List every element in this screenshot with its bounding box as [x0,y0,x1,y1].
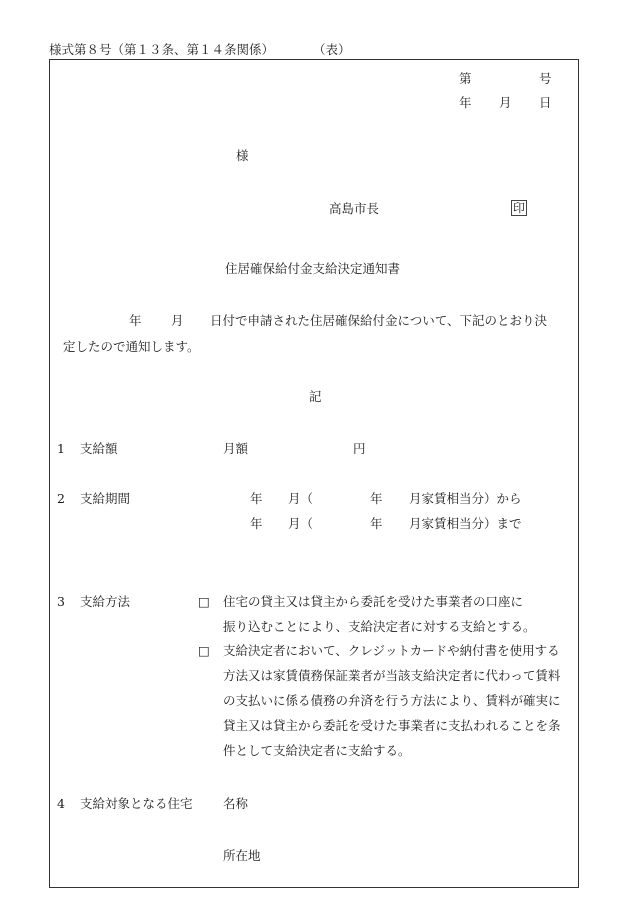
period-from-month: 月（ [288,491,314,506]
option2-line: 件として支給決定者に支給する。 [223,743,411,758]
doc-number-prefix: 第 [459,71,472,86]
ki-marker: 記 [309,389,322,404]
item3-number: 3 [57,594,65,609]
option1-checkbox[interactable]: □ [198,594,210,609]
period-to-month: 月（ [288,516,314,531]
item4-number: 4 [57,796,65,811]
item1-number: 1 [57,441,65,456]
item2-label: 支給期間 [80,491,131,506]
intro-line1: 日付で申請された住居確保給付金について、下記のとおり決 [210,313,548,328]
issuer-seal [511,200,527,216]
item1-monthly-label: 月額 [223,441,249,456]
document-title: 住居確保給付金支給決定通知書 [225,261,401,276]
period-to-rent: 月家賃相当分）まで [409,516,522,531]
doc-date-year: 年 [459,95,472,110]
doc-date-day: 日 [539,95,552,110]
form-number: 様式第８号（第１３条、第１４条関係） [49,42,275,57]
item1-yen: 円 [353,441,366,456]
document-frame [49,59,579,888]
intro-year: 年 [129,313,142,328]
period-from-rent: 月家賃相当分）から [409,491,522,506]
option1-line: 住宅の貸主又は貸主から委託を受けた事業者の口座に [223,594,524,609]
option2-checkbox[interactable]: □ [198,643,210,658]
option1-line: 振り込むことにより、支給決定者に対する支給とする。 [223,619,536,634]
form-side-label: （表） [313,42,351,57]
doc-number-suffix: 号 [539,71,552,86]
period-from-rent-year: 年 [370,491,383,506]
option2-line: 支給決定者において、クレジットカードや納付書を使用する [223,643,560,658]
period-to-year: 年 [250,516,263,531]
option2-line: の支払いに係る債務の弁済を行う方法により、賃料が確実に [223,693,561,708]
item1-label: 支給額 [80,441,118,456]
intro-line2: 定したので通知します。 [63,339,200,354]
seal-mark: 印 [513,201,526,215]
housing-name-label: 名称 [223,796,249,811]
item3-label: 支給方法 [80,594,131,609]
item4-label: 支給対象となる住宅 [80,796,193,811]
period-to-rent-year: 年 [370,516,383,531]
issuer-name: 高島市長 [329,201,380,216]
option2-line: 方法又は家賃債務保証業者が当該支給決定者に代わって賃料 [223,668,561,683]
period-from-year: 年 [250,491,263,506]
item2-number: 2 [57,491,65,506]
intro-month: 月 [171,313,184,328]
housing-address-label: 所在地 [223,848,261,863]
option2-line: 貸主又は貸主から委託を受けた事業者に支払われることを条 [223,718,561,733]
addressee-suffix: 様 [236,148,249,163]
doc-date-month: 月 [499,95,512,110]
